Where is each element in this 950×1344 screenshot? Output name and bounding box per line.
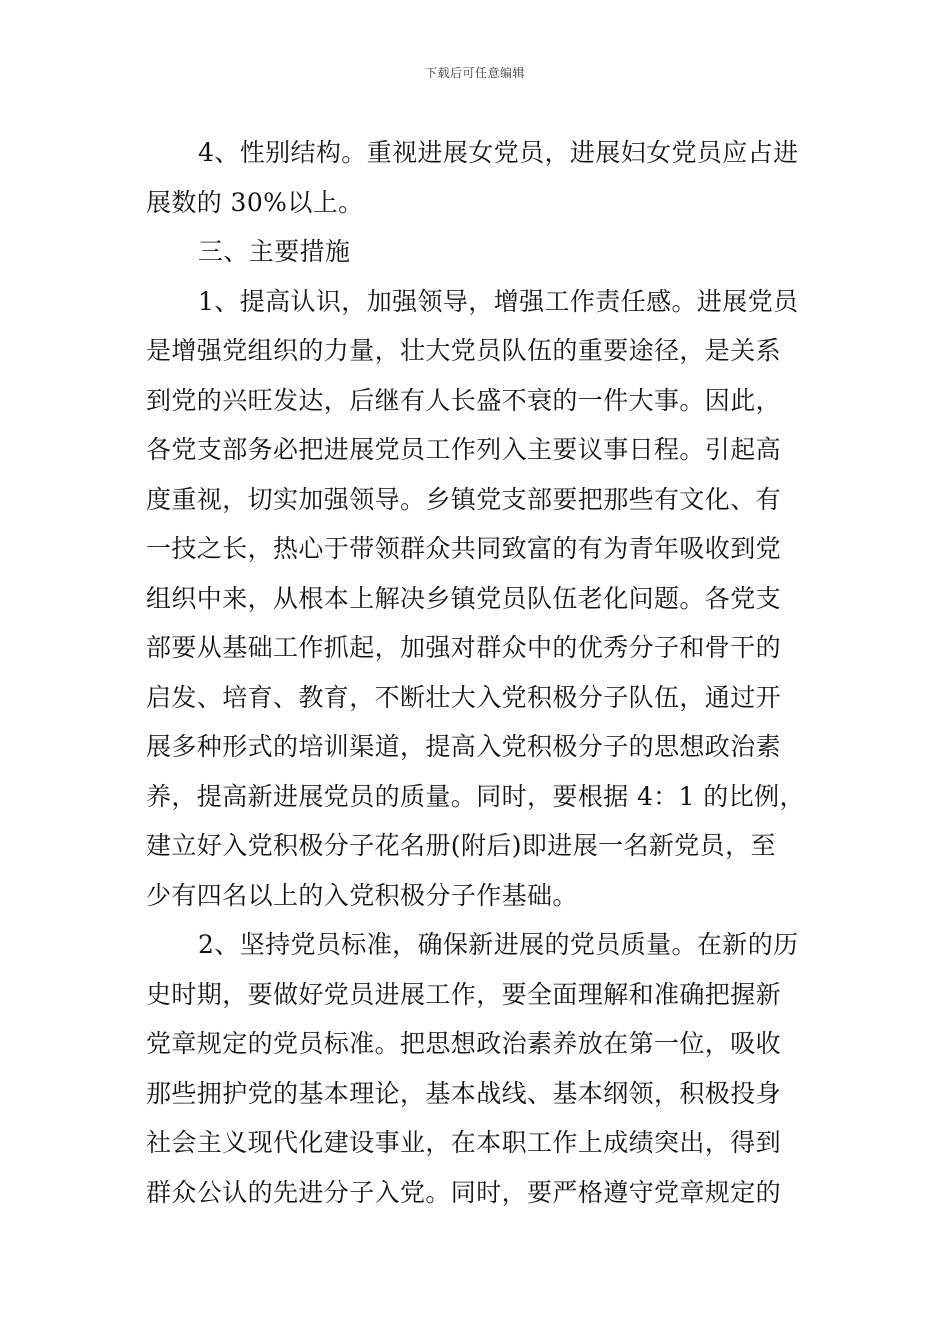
text-line: 展数的 30%以上。 (146, 187, 364, 217)
text-line: 4、性别结构。重视进展女党员，进展妇女党员应占进 (198, 138, 799, 167)
text-line: 部要从基础工作抓起，加强对群众中的优秀分子和骨干的 (146, 633, 782, 662)
text-line: 启发、培育、教育，不断壮大入党积极分子队伍，通过开 (146, 682, 782, 712)
text-line: 各党支部务必把进展党员工作列入主要议事日程。引起高 (146, 435, 782, 464)
text-line: 2、坚持党员标准，确保新进展的党员质量。在新的历 (198, 930, 799, 959)
text-line: 是增强党组织的力量，壮大党员队伍的重要途径，是关系 (146, 336, 782, 365)
text-line: 1、提高认识，加强领导，增强工作责任感。进展党员 (198, 286, 799, 316)
text-line: 那些拥护党的基本理论，基本战线、基本纲领，积极投身 (146, 1078, 782, 1108)
text-line: 一技之长，热心于带领群众共同致富的有为青年吸收到党 (146, 534, 782, 563)
document-body (146, 128, 806, 1217)
text-line: 组织中来，从根本上解决乡镇党员队伍老化问题。各党支 (146, 583, 782, 613)
text-line: 到党的兴旺发达，后继有人长盛不衰的一件大事。因此， (146, 385, 782, 415)
page-header: 下载后可任意编辑 (424, 66, 525, 80)
section-heading: 三、主要措施 (198, 237, 351, 266)
text-line: 群众公认的先进分子入党。同时，要严格遵守党章规定的 (146, 1177, 782, 1207)
text-line: 史时期，要做好党员进展工作，要全面理解和准确把握新 (146, 979, 782, 1009)
text-line: 党章规定的党员标准。把思想政治素养放在第一位，吸收 (146, 1029, 782, 1058)
text-line: 建立好入党积极分子花名册(附后)即进展一名新党员，至 (146, 831, 776, 860)
text-line: 养，提高新进展党员的质量。同时，要根据 4：1 的比例， (146, 781, 805, 811)
text-line: 度重视，切实加强领导。乡镇党支部要把那些有文化、有 (146, 484, 782, 514)
text-line: 少有四名以上的入党积极分子作基础。 (146, 880, 578, 910)
text-line: 社会主义现代化建设事业，在本职工作上成绩突出，得到 (146, 1128, 782, 1157)
text-line: 展多种形式的培训渠道，提高入党积极分子的思想政治素 (146, 732, 782, 761)
